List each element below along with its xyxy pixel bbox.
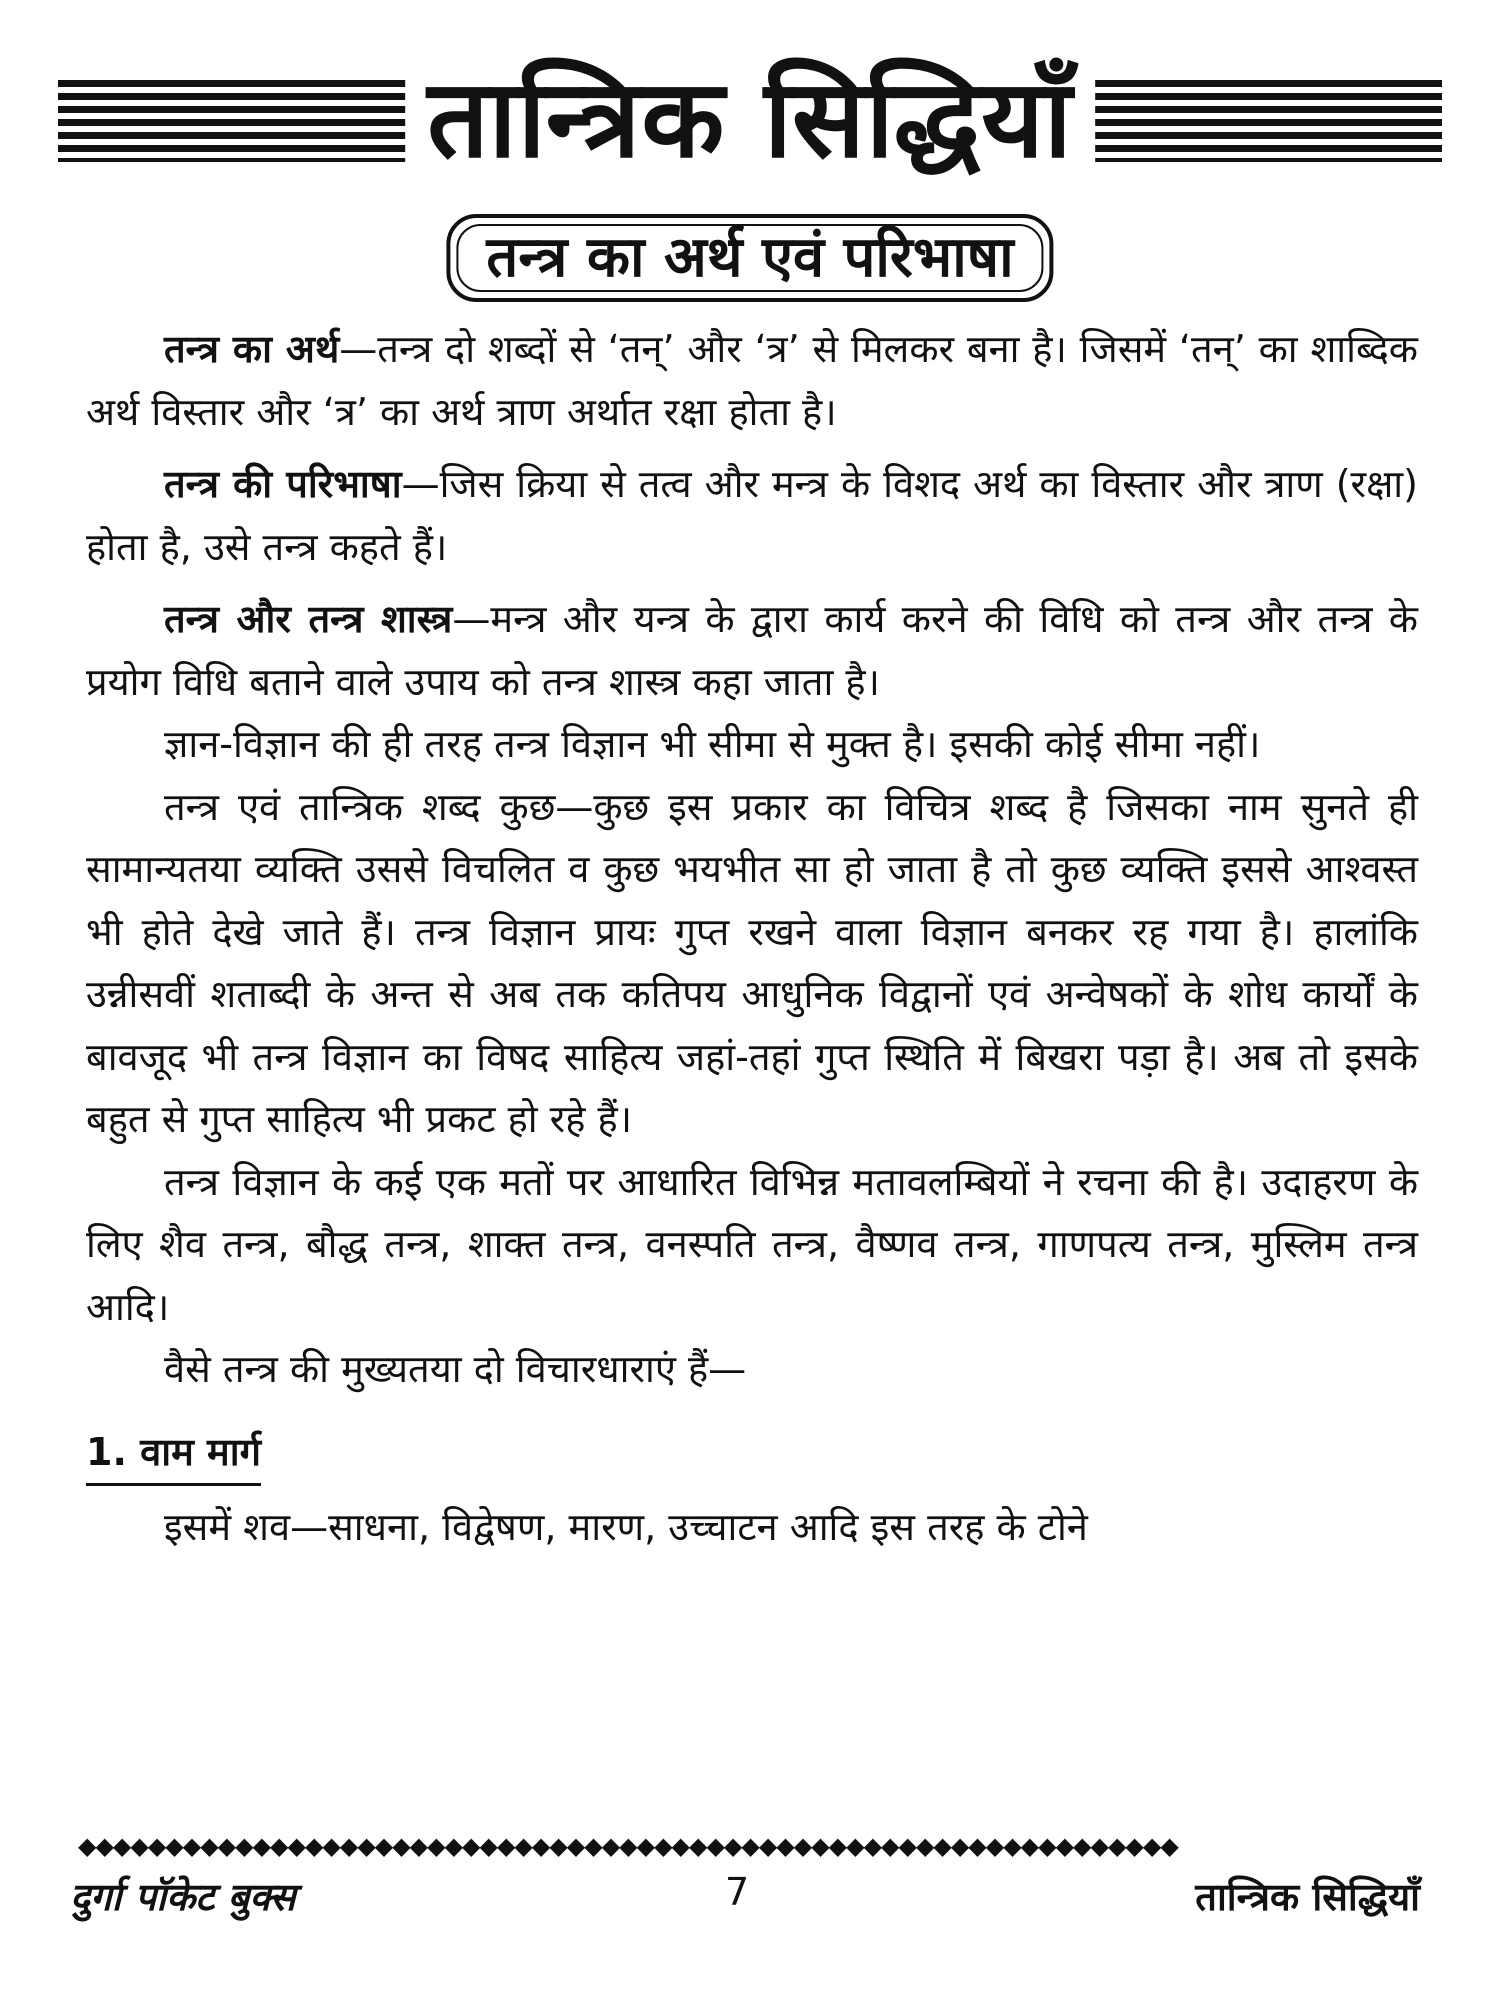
page-title: तान्त्रिक सिद्धियाँ [405, 56, 1095, 184]
paragraph-streams: वैसे तन्त्र की मुख्यतया दो विचारधाराएं हैं— [164, 1347, 747, 1391]
footer-book-title: तान्त्रिक सिद्धियाँ [1195, 1875, 1420, 1919]
section-heading: 1. वाम मार्ग [86, 1421, 261, 1486]
paragraph-tantric: तन्त्र एवं तान्त्रिक शब्द कुछ—कुछ इस प्रकार का विचित्र शब्द है जिसका नाम सुनते ही सामान्यतया व्यक्ति उससे विचलित व कुछ भयभीत सा हो जाता है तो कुछ व्यक्ति इससे आश्वस्त भी होते देखे जाते हैं। तन्त्र विज्ञान प्रायः गुप्त रखने वाला विज्ञान बनकर रह गया है। हालांकि उन्नीसवीं शताब्दी के अन्त से अब तक कतिपय आधुनिक विद्वानों एवं अन्वेषकों के शोध कार्यों के बावजूद भी तन्त्र विज्ञान का विषद साहित्य जहां-तहां गुप्त स्थिति में बिखरा पड़ा है। अब तो इसके बहुत से गुप्त साहित्य भी प्रकट हो रहे हैं। [86, 784, 1418, 1141]
paragraph-meaning [86, 318, 1418, 443]
page-footer [70, 1870, 1420, 1940]
title-banner [58, 57, 1442, 182]
page-number: 7 [725, 1870, 750, 1914]
paragraph-text: —जिस क्रिया से तत्व और मन्त्र के विशद अर्थ का विस्तार और त्राण (रक्षा) होता है, उसे तन्त्र कहते हैं। [86, 462, 1418, 569]
paragraph-text: —तन्त्र दो शब्दों से ‘तन्’ और ‘त्र’ से मिलकर बना है। जिसमें ‘तन्’ का शाब्दिक अर्थ विस्तार और ‘त्र’ का अर्थ त्राण अर्थात रक्षा होता है। [86, 327, 1418, 434]
paragraph-definition [86, 453, 1418, 578]
chapter-subtitle: तन्त्र का अर्थ एवं परिभाषा [446, 214, 1053, 302]
paragraph-lead: तन्त्र का अर्थ [164, 327, 340, 371]
paragraph-text: —मन्त्र और यन्त्र के द्वारा कार्य करने की विधि को तन्त्र और तन्त्र के प्रयोग विधि बताने वाले उपाय को तन्त्र शास्त्र कहा जाता है। [86, 597, 1418, 704]
paragraph-lead: तन्त्र की परिभाषा [164, 462, 402, 506]
paragraph-schools: तन्त्र विज्ञान के कई एक मतों पर आधारित विभिन्न मतावलम्बियों ने रचना की है। उदाहरण के लिए शैव तन्त्र, बौद्ध तन्त्र, शाक्त तन्त्र, वनस्पति तन्त्र, वैष्णव तन्त्र, गाणपत्य तन्त्र, मुस्लिम तन्त्र आदि। [86, 1159, 1418, 1329]
body-text [86, 318, 1418, 1558]
paragraph-section: इसमें शव—साधना, विद्वेषण, मारण, उच्चाटन आदि इस तरह के टोने [164, 1504, 1088, 1549]
paragraph-knowledge: ज्ञान-विज्ञान की ही तरह तन्त्र विज्ञान भी सीमा से मुक्त है। इसकी कोई सीमा नहीं। [164, 722, 1261, 766]
paragraph-shastra [86, 588, 1418, 713]
footer-divider: ◆◆◆◆◆◆◆◆◆◆◆◆◆◆◆◆◆◆◆◆◆◆◆◆◆◆◆◆◆◆◆◆◆◆◆◆◆◆◆◆◆◆◆◆◆◆◆◆◆◆◆◆◆◆◆◆◆◆◆◆◆◆◆ [78, 1832, 1178, 1860]
paragraph-lead: तन्त्र और तन्त्र शास्त्र [164, 597, 453, 641]
publisher-name: दुर्गा पॉकेट बुक्स [70, 1875, 296, 1919]
